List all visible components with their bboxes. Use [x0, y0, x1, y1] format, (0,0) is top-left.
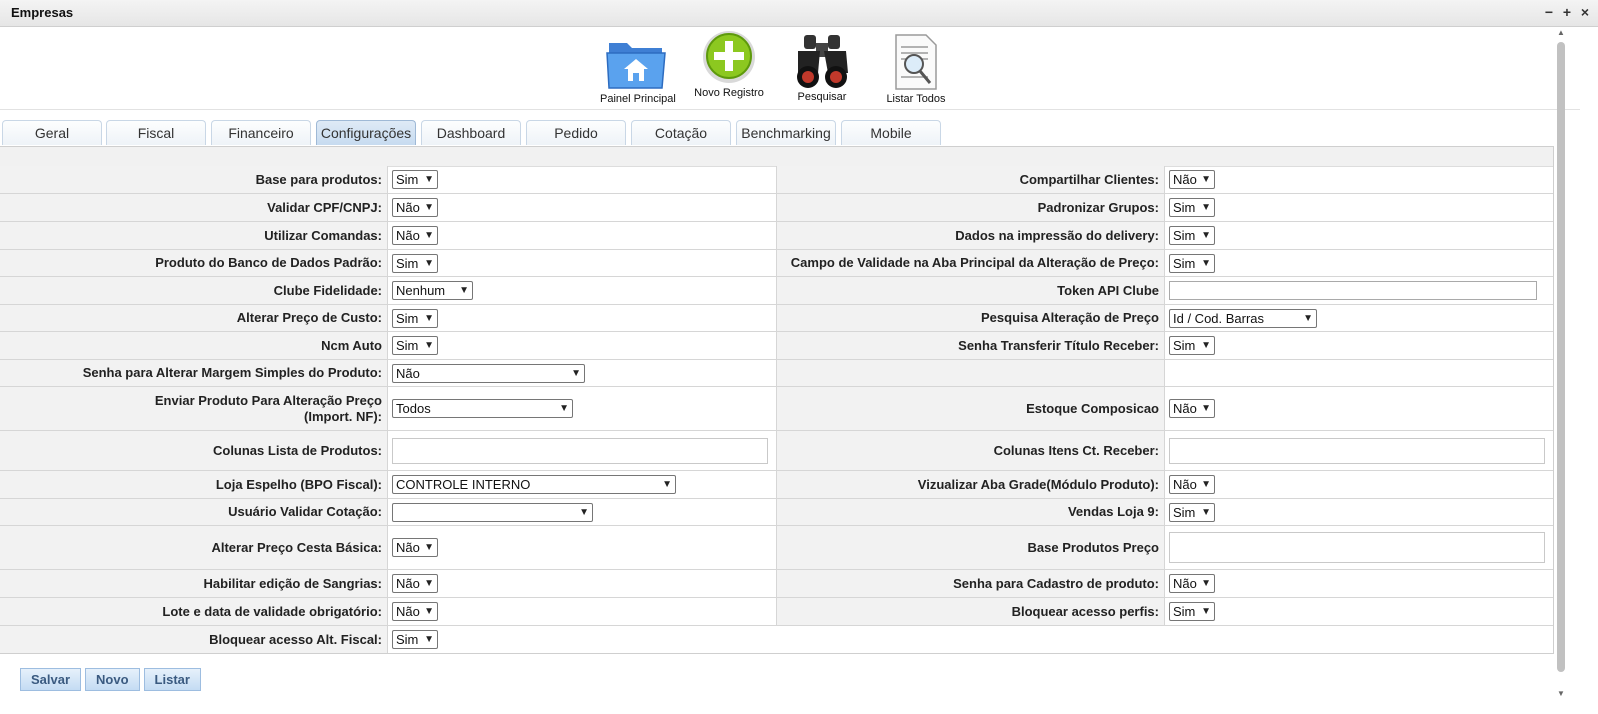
tab-cotacao[interactable]: Cotação	[631, 120, 731, 145]
colunas-itens-receber-input[interactable]	[1169, 438, 1545, 464]
field-label: Validar CPF/CNPJ:	[0, 194, 388, 221]
add-icon	[701, 29, 757, 85]
base-produtos-select[interactable]: Sim ▼	[392, 170, 438, 189]
novo-registro-label: Novo Registro	[694, 87, 764, 99]
ncm-auto-select[interactable]: Sim ▼	[392, 336, 438, 355]
form-row	[0, 471, 1553, 499]
field-label: Base para produtos:	[0, 166, 388, 193]
alterar-preco-cesta-select[interactable]: Não ▼	[392, 538, 438, 557]
estoque-composicao-select[interactable]: Não ▼	[1169, 399, 1215, 418]
campo-validade-select[interactable]: Sim ▼	[1169, 254, 1215, 273]
pesquisar-button[interactable]	[790, 33, 854, 103]
colunas-lista-produtos-input[interactable]	[392, 438, 768, 464]
form-row	[0, 332, 1553, 360]
form-row	[0, 570, 1553, 598]
field-label: Ncm Auto	[0, 332, 388, 359]
field-label: Loja Espelho (BPO Fiscal):	[0, 471, 388, 498]
tab-financeiro[interactable]: Financeiro	[211, 120, 311, 145]
tab-pedido[interactable]: Pedido	[526, 120, 626, 145]
field-label: Clube Fidelidade:	[0, 277, 388, 304]
form-row	[0, 387, 1553, 431]
field-label: Senha Transferir Título Receber:	[777, 332, 1165, 359]
tab-dashboard[interactable]: Dashboard	[421, 120, 521, 145]
enviar-produto-alteracao-select[interactable]: Todos ▼	[392, 399, 573, 418]
tab-fiscal[interactable]: Fiscal	[106, 120, 206, 145]
panel-header	[0, 147, 1553, 167]
vertical-scrollbar[interactable]	[1556, 28, 1566, 698]
field-label: Lote e data de validade obrigatório:	[0, 598, 388, 625]
binoculars-icon	[792, 33, 852, 89]
habilitar-sangrias-select[interactable]: Não ▼	[392, 574, 438, 593]
field-label: Alterar Preço de Custo:	[0, 305, 388, 331]
field-label: Padronizar Grupos:	[777, 194, 1165, 221]
field-label: Colunas Lista de Produtos:	[0, 431, 388, 470]
novo-button[interactable]: Novo	[85, 668, 140, 691]
loja-espelho-select[interactable]: CONTROLE INTERNO ▼	[392, 475, 676, 494]
empty-cell	[1165, 360, 1553, 386]
field-label: Campo de Validade na Aba Principal da Alteração de Preço:	[777, 250, 1165, 276]
field-label: Usuário Validar Cotação:	[0, 499, 388, 525]
salvar-button[interactable]: Salvar	[20, 668, 81, 691]
senha-transferir-titulo-select[interactable]: Sim ▼	[1169, 336, 1215, 355]
window-title: Empresas	[11, 5, 74, 20]
form-row	[0, 194, 1553, 222]
field-label: Token API Clube	[777, 277, 1165, 304]
form-row	[0, 431, 1553, 471]
listar-todos-button[interactable]	[886, 33, 946, 105]
field-label-empty	[777, 360, 1165, 386]
field-label: Bloquear acesso Alt. Fiscal:	[0, 626, 388, 653]
field-label: Vizualizar Aba Grade(Módulo Produto):	[777, 471, 1165, 498]
usuario-validar-cotacao-select[interactable]: ▼	[392, 503, 593, 522]
bloquear-acesso-perfis-select[interactable]: Sim ▼	[1169, 602, 1215, 621]
listar-todos-label: Listar Todos	[886, 93, 946, 105]
tab-mobile[interactable]: Mobile	[841, 120, 941, 145]
field-label: Colunas Itens Ct. Receber:	[777, 431, 1165, 470]
field-label: Bloquear acesso perfis:	[777, 598, 1165, 625]
configuracoes-form	[0, 146, 1554, 654]
scroll-down-icon[interactable]: ▼	[1557, 689, 1565, 698]
minimize-icon[interactable]: −	[1544, 4, 1554, 20]
field-label: Produto do Banco de Dados Padrão:	[0, 250, 388, 276]
validar-cpf-select[interactable]: Não ▼	[392, 198, 438, 217]
lote-validade-select[interactable]: Não ▼	[392, 602, 438, 621]
maximize-icon[interactable]: +	[1562, 4, 1572, 20]
tab-configuracoes[interactable]: Configurações	[316, 120, 416, 145]
dados-impressao-delivery-select[interactable]: Sim ▼	[1169, 226, 1215, 245]
window-titlebar	[0, 0, 1598, 27]
form-row	[0, 526, 1553, 570]
senha-alterar-margem-select[interactable]: Não ▼	[392, 364, 585, 383]
form-row	[0, 250, 1553, 277]
pesquisar-label: Pesquisar	[797, 91, 847, 103]
vendas-loja-9-select[interactable]: Sim ▼	[1169, 503, 1215, 522]
form-row	[0, 277, 1553, 305]
scrollbar-thumb[interactable]	[1557, 42, 1565, 672]
painel-principal-button[interactable]	[600, 33, 676, 105]
bloquear-acesso-alt-fiscal-select[interactable]: Sim ▼	[392, 630, 438, 649]
novo-registro-button[interactable]	[694, 29, 764, 99]
tab-geral[interactable]: Geral	[2, 120, 102, 145]
form-actions	[20, 668, 201, 691]
padronizar-grupos-select[interactable]: Sim ▼	[1169, 198, 1215, 217]
document-search-icon	[890, 33, 942, 91]
form-row	[0, 598, 1553, 626]
form-row	[0, 222, 1553, 250]
close-icon[interactable]: ×	[1580, 4, 1590, 20]
form-row	[0, 360, 1553, 387]
compartilhar-clientes-select[interactable]: Não ▼	[1169, 170, 1215, 189]
field-label: Enviar Produto Para Alteração Preço (Import. NF):	[0, 387, 388, 430]
form-row	[0, 626, 1553, 653]
field-label: Vendas Loja 9:	[777, 499, 1165, 525]
senha-cadastro-produto-select[interactable]: Não ▼	[1169, 574, 1215, 593]
field-label: Compartilhar Clientes:	[777, 166, 1165, 193]
field-label: Senha para Alterar Margem Simples do Produto:	[0, 360, 388, 386]
base-produtos-preco-input[interactable]	[1169, 532, 1545, 563]
tab-benchmarking[interactable]: Benchmarking	[736, 120, 836, 145]
pesquisa-alteracao-preco-select[interactable]: Id / Cod. Barras ▼	[1169, 309, 1317, 328]
produto-banco-padrao-select[interactable]: Sim ▼	[392, 254, 438, 273]
utilizar-comandas-select[interactable]: Não ▼	[392, 226, 438, 245]
field-label: Pesquisa Alteração de Preço	[777, 305, 1165, 331]
folder-home-icon	[605, 33, 667, 91]
field-label: Alterar Preço Cesta Básica:	[0, 526, 388, 569]
scroll-up-icon[interactable]: ▲	[1557, 28, 1565, 37]
token-api-clube-input[interactable]	[1169, 281, 1537, 300]
field-label: Senha para Cadastro de produto:	[777, 570, 1165, 597]
alterar-preco-custo-select[interactable]: Sim ▼	[392, 309, 438, 328]
form-row	[0, 305, 1553, 332]
field-label: Estoque Composicao	[777, 387, 1165, 430]
field-label: Utilizar Comandas:	[0, 222, 388, 249]
form-row	[0, 499, 1553, 526]
toolbar	[0, 27, 1580, 110]
painel-principal-label: Painel Principal	[600, 93, 676, 105]
field-label: Habilitar edição de Sangrias:	[0, 570, 388, 597]
clube-fidelidade-select[interactable]: Nenhum ▼	[392, 281, 473, 300]
listar-button[interactable]: Listar	[144, 668, 201, 691]
field-label: Dados na impressão do delivery:	[777, 222, 1165, 249]
field-label: Base Produtos Preço	[777, 526, 1165, 569]
vizualizar-aba-grade-select[interactable]: Não ▼	[1169, 475, 1215, 494]
form-row	[0, 166, 1553, 194]
